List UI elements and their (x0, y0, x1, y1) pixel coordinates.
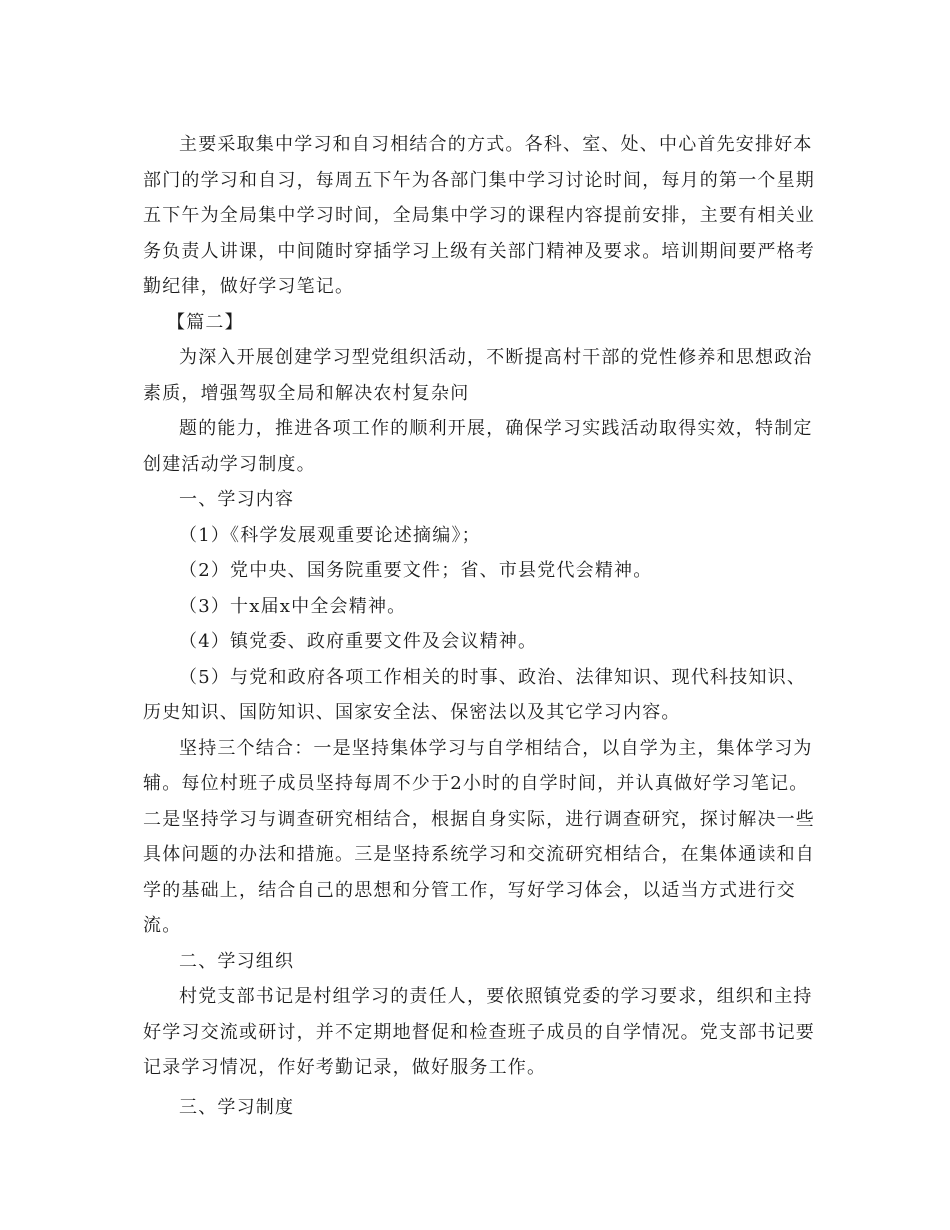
list-item-3: （3）十x届x中全会精神。 (179, 595, 407, 617)
heading-study-organization: 二、学习组织 (179, 950, 295, 972)
paragraph-three-combinations: 坚持三个结合：一是坚持集体学习与自学相结合，以自学为主，集体学习为辅。每位村班子成员坚持每周不少于2小时的自学时间，并认真做好学习笔记。二是坚持学习与调查研究相结合，根据自身实际，进行调查研究，探讨解决一些具体问题的办法和措施。三是坚持系统学习和交流研究相结合，在集体通读和自学的基础上，结合自己的思想和分管工作，写好学习体会，以适当方式进行交流。 (143, 737, 815, 936)
heading-study-content: 一、学习内容 (179, 489, 295, 510)
paragraph-organization: 村党支部书记是村组学习的责任人，要依照镇党委的学习要求，组织和主持好学习交流或研讨，并不定期地督促和检查班子成员的自学情况。党支部书记要记录学习情况，作好考勤记录，做好服务工作。 (143, 986, 815, 1078)
list-item-5: （5）与党和政府各项工作相关的时事、政治、法律知识、现代科技知识、历史知识、国防知识、国家安全法、保密法以及其它学习内容。 (143, 666, 807, 723)
list-item-1: （1）《科学发展观重要论述摘编》； (179, 524, 481, 546)
paragraph-intro-1: 为深入开展创建学习型党组织活动，不断提高村干部的党性修养和思想政治素质，增强驾驭全局和解决农村复杂问 (143, 347, 813, 404)
heading-study-system: 三、学习制度 (179, 1096, 295, 1118)
document-body (143, 127, 823, 1125)
paragraph-intro-2: 题的能力，推进各项工作的顺利开展，确保学习实践活动取得实效，特制定创建活动学习制度。 (143, 418, 813, 475)
section-heading-part-two: 【篇二】 (167, 311, 244, 333)
paragraph-study-method: 主要采取集中学习和自习相结合的方式。各科、室、处、中心首先安排好本部门的学习和自习，每周五下午为各部门集中学习讨论时间，每月的第一个星期五下午为全局集中学习时间，全局集中学习的课程内容提前安排，主要有相关业务负责人讲课，中间随时穿插学习上级有关部门精神及要求。培训期间要严格考勤纪律，做好学习笔记。 (143, 134, 815, 297)
list-item-4: （4）镇党委、政府重要文件及会议精神。 (179, 631, 538, 652)
list-item-2: （2）党中央、国务院重要文件；省、市县党代会精神。 (179, 560, 653, 581)
